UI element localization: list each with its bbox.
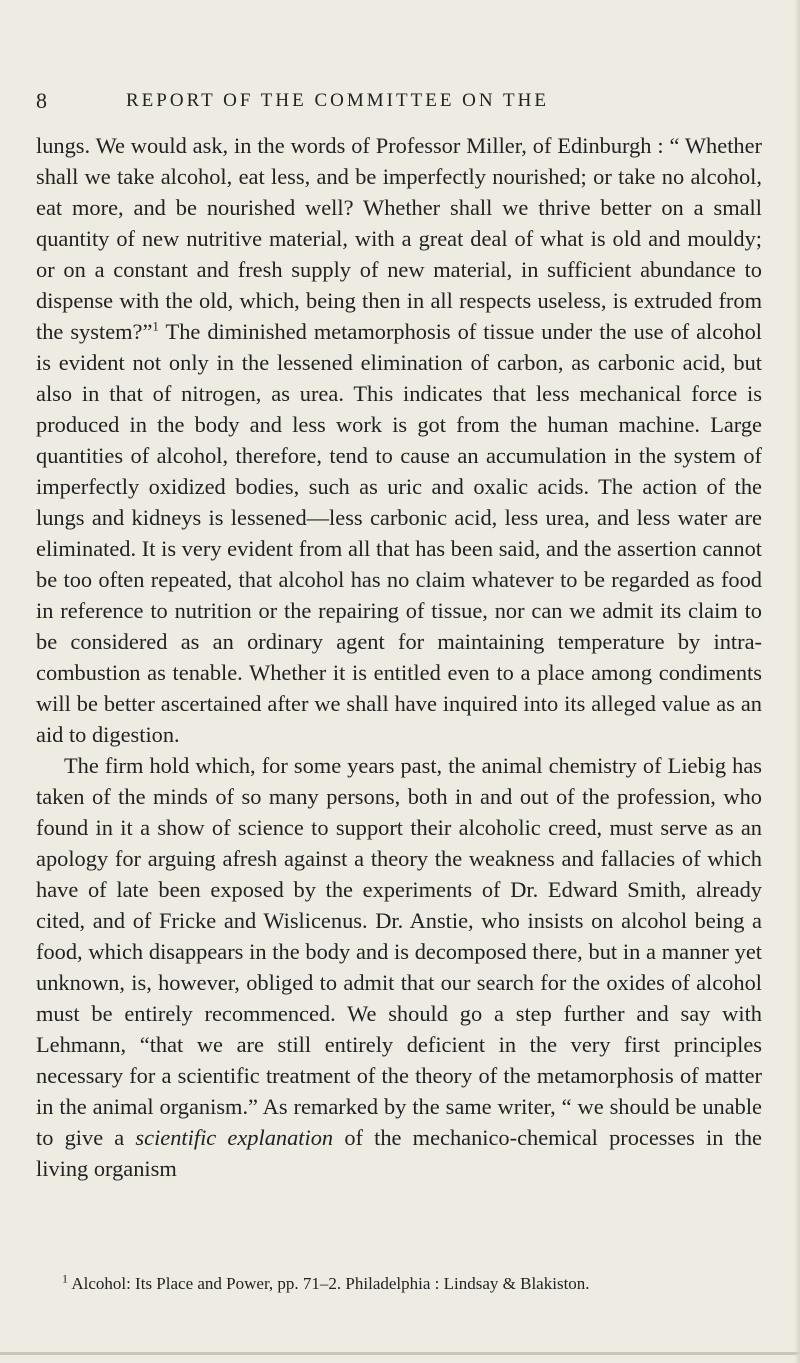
paragraph-2-end: of the mechanico-chemical processes in the living organism	[36, 1125, 762, 1181]
footnote-mark: 1	[62, 1271, 68, 1286]
page-header	[36, 88, 776, 118]
paragraph-2-text: The firm hold which, for some years past, the animal chemistry of Liebig has taken of the minds of so many persons, both in and out of the profession, who found in it a show of science to support their alcoholic creed, must serve as an apology for arguing afresh against a theory the weakness and fallacies of which have of late been exposed by the experiments of Dr. Edward Smith, already cited, and of Fricke and Wislicenus. Dr. Anstie, who insists on alcohol being a food, which disappears in the body and is decomposed there, but in a manner yet unknown, is, however, obliged to admit that our search for the oxides of alcohol must be entirely recommenced. We should go a step further and say with Lehmann, “that we are still entirely deficient in the very first principles necessary for a scientific treatment of the theory of the metamorphosis of matter in the animal organism.” As remarked by the same writer, “ we should be unable to give a	[36, 753, 762, 1150]
running-head: REPORT OF THE COMMITTEE ON THE	[126, 90, 549, 111]
footnote-reference: 1	[152, 318, 159, 334]
paragraph-2	[36, 750, 762, 1184]
paragraph-2-italic: scientific explanation	[135, 1125, 334, 1150]
paragraph-1	[36, 130, 762, 750]
paragraph-1-quote: lungs. We would ask, in the words of Professor Miller, of Edinburgh : “ Whether shall we take alcohol, eat less, and be imperfectly nourished; or take no alcohol, eat more, and be nourished well? Whether shall we thrive better on a small quantity of new nutritive material, with a great deal of what is old and mouldy; or on a constant and fresh supply of new material, in sufficient abundance to dispense with the old, which, being then in all respects useless, is extruded from the system?”	[36, 133, 762, 344]
paragraph-1-continuation: The diminished metamorphosis of tissue under the use of alcohol is evident not only in the lessened elimination of carbon, as carbonic acid, but also in that of nitrogen, as urea. This indicates that less mechanical force is produced in the body and less work is got from the human machine. Large quantities of alcohol, therefore, tend to cause an accumulation in the system of imperfectly oxidized bodies, such as uric and oxalic acids. The action of the lungs and kidneys is lessened—less carbonic acid, less urea, and less water are eliminated. It is very evident from all that has been said, and the assertion cannot be too often repeated, that alcohol has no claim whatever to be regarded as food in reference to nutrition or the repairing of tissue, nor can we admit its claim to be considered as an ordinary agent for maintaining temperature by intra-combustion as tenable. Whether it is entitled even to a place among condiments will be better ascertained after we shall have inquired into its alleged value as an aid to digestion.	[36, 319, 762, 747]
footnote	[36, 1273, 762, 1295]
body-text	[36, 130, 762, 1184]
page-number: 8	[36, 88, 48, 113]
bottom-rule	[0, 1352, 800, 1355]
page-edge-shadow	[794, 0, 800, 1363]
footnote-text: Alcohol: Its Place and Power, pp. 71–2. Philadelphia : Lindsay & Blakiston.	[71, 1274, 590, 1293]
